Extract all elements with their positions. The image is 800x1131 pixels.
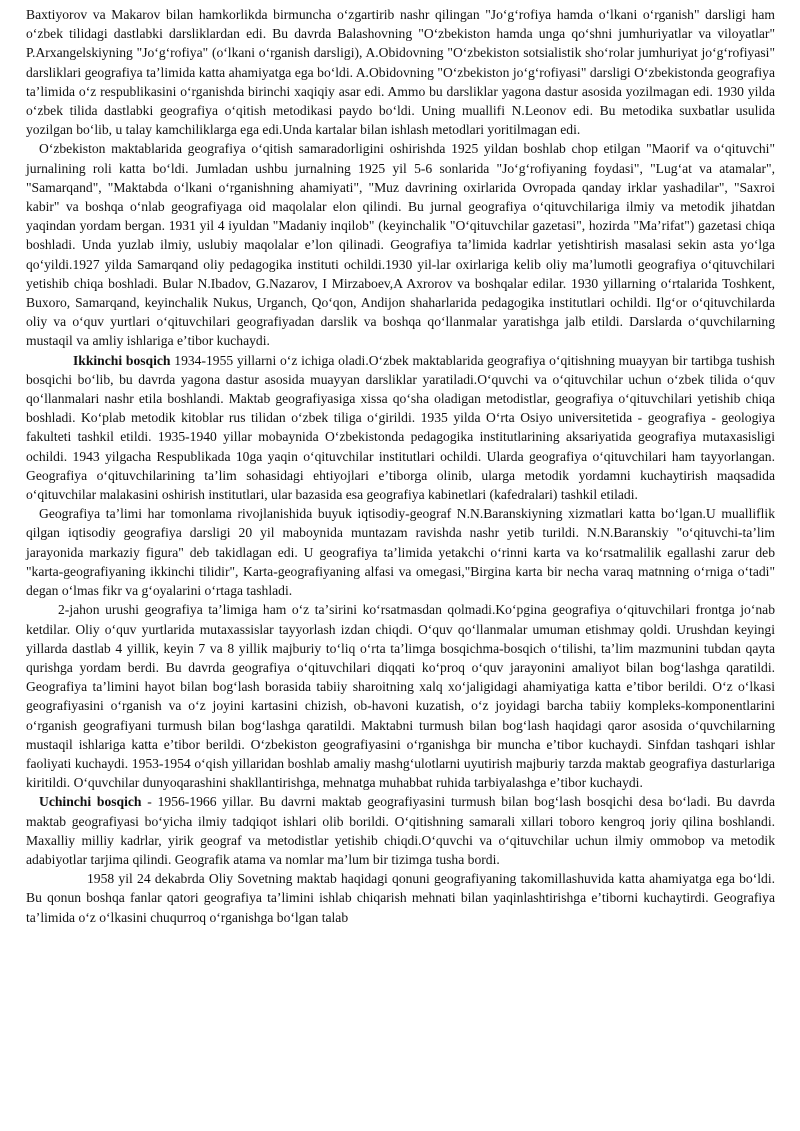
paragraph-text: 2-jahon urushi geografiya taʼlimiga ham oʻz taʼsirini koʻrsatmasdan qolmadi.Koʻpgina geografiya oʻqituvchilari frontga joʻnab ketdilar. Oliy oʻquv yurtlarida mutaxassislar tayyorlash izdan chiqdi. Oʻquv qoʻllanmalar umuman etishmay qoldi. Urushdan keyingi yillarda dastlab 4 yillik, keyin 7 va 8 yillik majburiy toʻliq oʻrta taʼlimga bosqichma-bosqich oʻtilishi, taʼlim mazmunini tubdan qayta qurishga yordam berdi. Bu davrda geografiya oʻqituvchilari diqqati koʻproq oʻquv jarayonini amaliyot bilan bogʻlashga qaratildi. Geografiya taʼlimini hayot bilan bogʻlash borasida tabiiy sharoitning xalq xoʻjaligidagi ahamiyatiga katta eʼtibor berildi. Oʻz oʻlkasi geografiyasini oʻrganish va oʻz joyini kartasini chizish, ob-havoni kuzatish, oʻz joyidagi barcha tabiiy kompleks-komponentlarini oʻrganish geografiyani turmush bilan bogʻlashga qaratildi. Maktabni turmush bilan bogʻlash haqidagi qaror asosida oʻquvchilarning mustaqil ishlariga katta eʼtibor berildi. Oʻzbekiston geografiyasini oʻrganishga bir muncha eʼtibor kuchaydi. Sinfdan tashqari ishlar faoliyati kuchaydi. 1953-1954 oʻqish yillaridan boshlab amaliy mashgʻulotlarni uyutirish majburiy tarzda maktab geografiya dasturlariga kiritildi. Oʻquvchilar dunyoqarashini shakllantirishga, mehnatga muhabbat ruhida tarbiyalashga eʼtibor kuchaydi.	[26, 602, 775, 791]
paragraph-text: - 1956-1966 yillar. Bu davrni maktab geografiyasini turmush bilan bogʻlash bosqichi desa boʻladi. Bu davrda maktab geografiyasi boʻyicha ilmiy tadqiqot ishlari olib borildi. Oʻqitishning samarali xillari toboro kengroq joriy qilina boshlandi. Maxalliy milliy kadrlar, yirik geograf va metodistlar yetishib chiqdi.Oʻquvchi va oʻqituvchilar uchun ilmiy ommobop va metodik adabiyotlar tarjima qilindi. Geografik atama va nomlar maʼlum bir tizimga tusha bordi.	[26, 794, 775, 867]
paragraph-second-stage	[26, 351, 775, 505]
paragraph-third-stage	[26, 792, 775, 869]
paragraph-textbooks	[26, 5, 775, 139]
paragraph-world-war	[26, 600, 775, 792]
stage-heading: Ikkinchi bosqich	[73, 352, 171, 368]
paragraph-text: Geografiya taʼlimi har tomonlama rivojlanishida buyuk iqtisodiy-geograf N.N.Baranskiyning xizmatlari katta boʻlgan.U mualliflik qilgan iqtisodiy geografiya darsligi 20 yil maboynida muntazam ravishda nashr yetib turildi. N.N.Baranskiy "oʻqituvchi-taʼlim jarayonida markaziy figura" deb takidlagan edi. U geografiya taʼlimida yetakchi oʻrinni karta va koʻrsatmalilik egallashi zarur deb "karta-geografiyaning ikkinchi tilidir", Karta-geografiyaning alfasi va omegasi,"Birgina karta bir necha varaq matnning oʻrniga oʻtadi" degan oʻlmas fikr va gʻoyalarini oʻrtaga tashladi.	[26, 506, 775, 599]
paragraph-journal	[26, 139, 775, 350]
paragraph-baranskiy	[26, 504, 775, 600]
paragraph-text: 1934-1955 yillarni oʻz ichiga oladi.Oʻzbek maktablarida geografiya oʻqitishning muayyan bir tartibga tushish bosqichi boʻlib, bu davrda yagona dastur asosida muayyan darsliklar yaratiladi.Oʻquvchi va oʻqituvchilar uchun oʻzbek tilida oʻquv qoʻllanmalari nashr etila boshlandi. Maktab geografiyasiga xissa qoʻsha oladigan metodistlar, geografiya oʻqituvchilari yetishib chiqa boshladi. Koʻplab metodik kitoblar rus tilidan oʻzbek tiliga oʻgirildi. 1935 yilda Oʻrta Osiyo universitetida - geografiya - geologiya fakulteti tashkil etildi. 1935-1940 yillar mobaynida Oʻzbekistonda pedagogika institutlarining aksariyatida geografiya mutaxasisligi ochildi. 1943 yilgacha Respublikada 10ga yaqin oʻqituvchilar institutlari ochildi. Ularda geografiya oʻqituvchilari ham tayyorlangan. Geografiya oʻqituvchilarining taʼlim sohasidagi ehtiyojlari eʼtiborga olinib, ularga metodik yordamni kuchaytirish maqsadida oʻqituvchilar malakasini oshirish institutlari, ular bazasida esa geografiya kabinetlari (kafedralari) tashkil etiladi.	[26, 352, 775, 503]
paragraph-1958-law	[26, 869, 775, 927]
paragraph-text: 1958 yil 24 dekabrda Oliy Sovetning maktab haqidagi qonuni geografiyaning takomillashuvida katta ahamiyatga ega boʻldi. Bu qonun boshqa fanlar qatori geografiya taʼlimini ishlab chiqarish mehnati bilan yaqinlashtirishga eʼtiborni kuchaytirdi. Geografiya taʼlimida oʻz oʻlkasini chuqurroq oʻrganishga boʻlgan talab	[26, 871, 775, 925]
paragraph-text: Baxtiyorov va Makarov bilan hamkorlikda birmuncha oʻzgartirib nashr qilingan "Joʻgʻrofiya hamda oʻlkani oʻrganish" darsligi ham oʻzbek tilidagi dastlabki darsliklardan edi. Bu davrda Balashovning "Oʻzbekiston hamda unga qoʻshni jumhuriyatlar va viloyatlar" P.Arxangelskiyning "Joʻgʻrofiya" (oʻlkani oʻrganish darsligi), A.Obidovning "Oʻzbekiston sotsialistik shoʻrolar jumhuriyat joʻgʻrofiyasi" darsliklari geografiya taʼlimida katta ahamiyatga ega boʻldi. A.Obidovning "Oʻzbekiston joʻgʻrofiyasi" darsligi Oʻzbekistonda geografiya taʼlimida oʻz respublikasini oʻrganishda birinchi xaqiqiy asar edi. Ammo bu darsliklar yagona dastur asosida yozilmagan edi. 1930 yilda oʻzbek tilida dastlabki geografiya oʻqitish metodikasi paydo boʻldi. Uning muallifi N.Leonov edi. Bu metodika suxbatlar usulida yozilgan boʻlib, u talay kamchiliklarga ega edi.Unda kartalar bilan ishlash metodlari yoritilmagan edi.	[26, 7, 775, 138]
stage-heading: Uchinchi bosqich	[39, 794, 142, 810]
paragraph-text: Oʻzbekiston maktablarida geografiya oʻqitish samaradorligini oshirishda 1925 yildan boshlab chop etilgan "Maorif va oʻqituvchi" jurnalining roli katta boʻldi. Jumladan ushbu jurnalning 1925 yil 5-6 sonlarida "Joʻgʻrofiyaning foydasi", "Lugʻat va atamalar", "Samarqand", "Maktabda oʻlkani oʻrganishning ahamiyati", "Muz davrining oxirlarida Ovropada qanday irklar yashadilar", "Saxroi kabir" va boshqa oʻnlab geografiyaga oid maqolalar elon qilindi. Bu jurnal geografiya oʻqituvchilariga ilmiy va metodik jihatdan yaqindan yordam bergan. 1931 yil 4 iyuldan "Madaniy inqilob" (keyinchalik "Oʻqituvchilar gazetasi", hozirda "Maʼrifat") gazetasi chiqa boshladi. Unda yuzlab ilmiy, uslubiy maqolalar eʼlon qilinadi. Geografiya taʼlimida kadrlar yetishtirish masalasi sekin asta yoʻlga qoʻyildi.1927 yilda Samarqand oliy pedagogika instituti ochildi.1930 yil-lar oxirlariga kelib oliy maʼlumotli geografiya oʻqituvchilari yetishib chiqa boshladi. Bular N.Ibadov, G.Nazarov, I Mirzaboev,A Axrorov va boshqalar edilar. 1930 yillarning oʻrtalarida Toshkent, Buxoro, Samarqand, keyinchalik Nukus, Urganch, Qoʻqon, Andijon shaharlarida pedagogika institutlari ochildi. Ilgʻor oʻqituvchilarda oliy va oʻquv yurtlari oʻqituvchilari geografiyadan darslik va boshqa qoʻllanmalar yaratishga jalb etildi. Darslarda oʻquvchilarning mustaqil va amliy ishlariga eʼtibor kuchaydi.	[26, 141, 775, 349]
